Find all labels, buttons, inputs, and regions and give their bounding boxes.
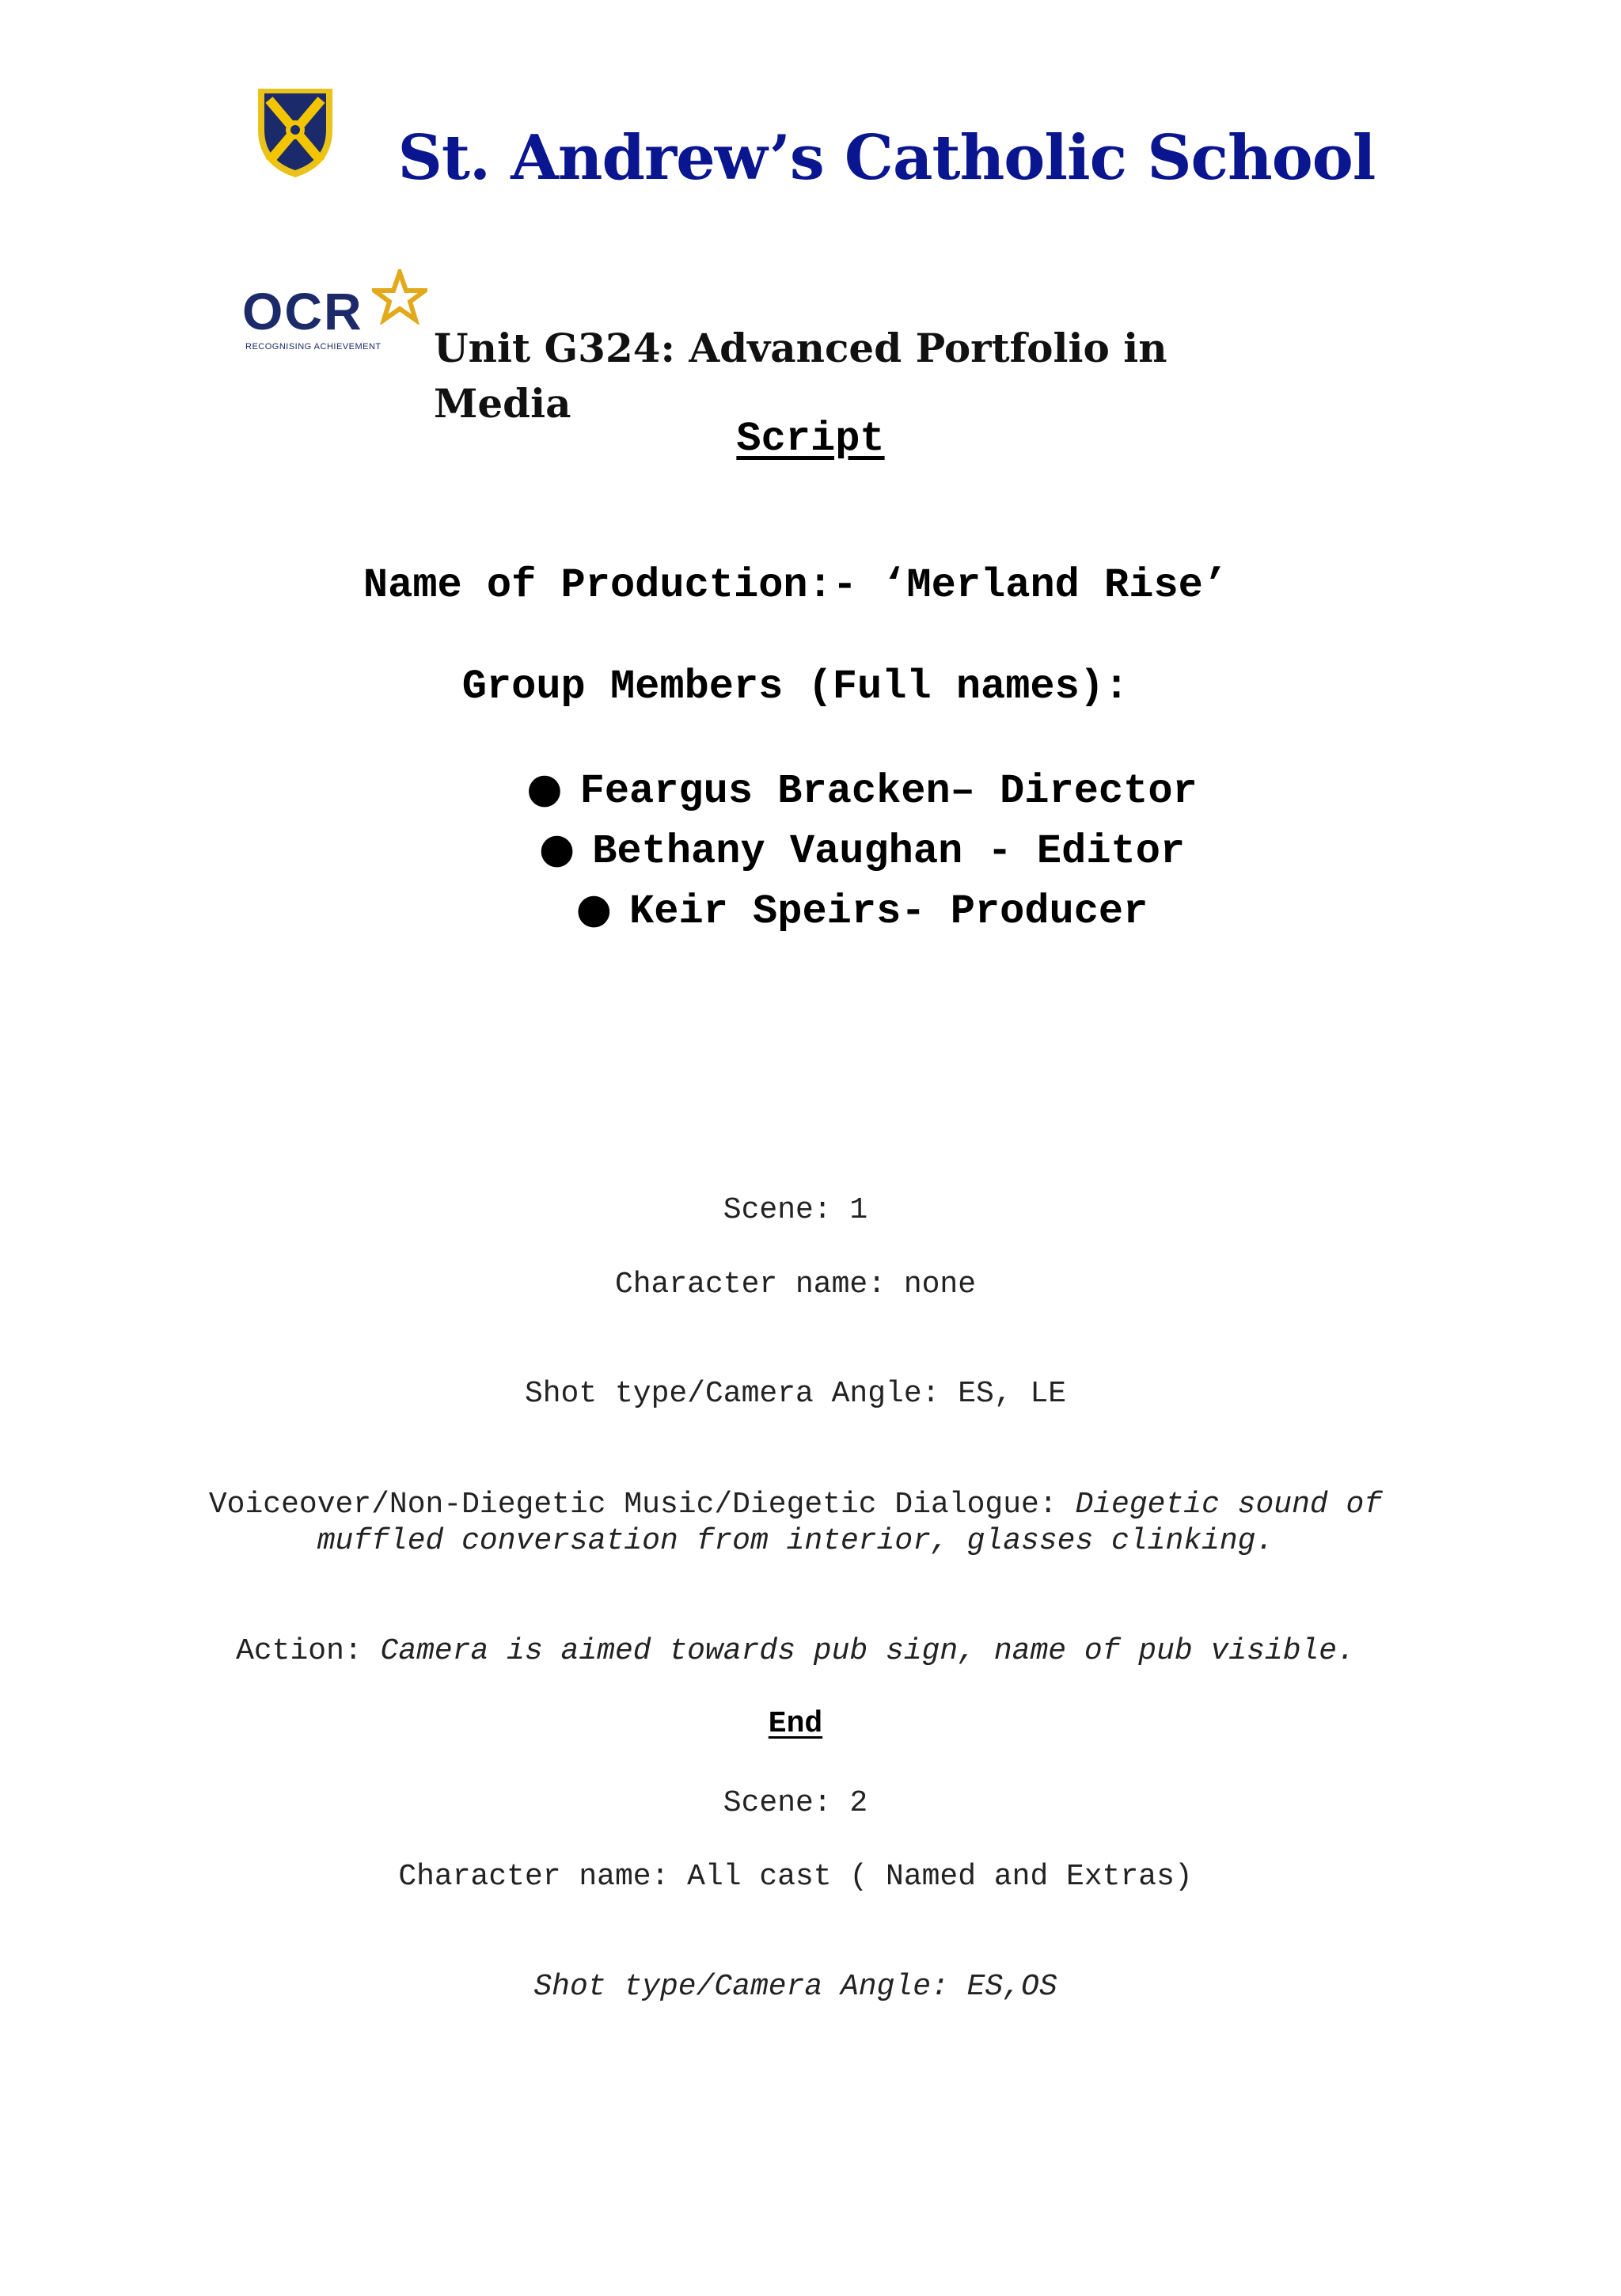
end-marker: End	[768, 1707, 823, 1741]
action-text: Camera is aimed towards pub sign, name of pub visible.	[380, 1634, 1355, 1668]
group-members-label: Group Members (Full names):	[461, 663, 1129, 710]
list-item	[0, 820, 1621, 880]
list-item	[0, 880, 1621, 941]
document-title-wrap	[0, 412, 1621, 467]
list-item	[0, 760, 1621, 820]
scene-1-shot: Shot type/Camera Angle: ES, LE	[524, 1377, 1067, 1411]
bullet-icon: ●	[526, 765, 563, 812]
scene-2-heading: Scene: 2	[723, 1786, 868, 1820]
scene-1-voiceover-cont: muffled conversation from interior, glasses clinking.	[317, 1524, 1274, 1558]
scene-1-voiceover	[0, 1487, 1591, 1523]
voiceover-text: Diegetic sound of	[1075, 1488, 1383, 1522]
member-name: Feargus Bracken– Director	[579, 768, 1198, 815]
ocr-tagline: RECOGNISING ACHIEVEMENT	[245, 342, 382, 352]
member-name: Keir Speirs- Producer	[629, 888, 1148, 935]
production-name: Name of Production:- ‘Merland Rise’	[363, 562, 1228, 609]
ocr-logo-text: OCR	[242, 282, 363, 340]
unit-title: Unit G324: Advanced Portfolio in Media	[434, 325, 1167, 427]
scene-1-heading: Scene: 1	[723, 1193, 868, 1227]
action-label: Action:	[236, 1634, 381, 1668]
scene-2-character: Character name: All cast ( Named and Extras)	[398, 1860, 1193, 1894]
bullet-icon: ●	[575, 885, 613, 933]
document-title: Script	[736, 416, 885, 462]
bullet-icon: ●	[538, 825, 575, 872]
scene-1-end	[0, 1706, 1591, 1743]
voiceover-label: Voiceover/Non-Diegetic Music/Diegetic Dialogue:	[208, 1488, 1076, 1522]
scene-2-shot: Shot type/Camera Angle: ES,OS	[533, 1970, 1057, 2004]
member-name: Bethany Vaughan - Editor	[592, 828, 1186, 875]
scene-1-character: Character name: none	[614, 1268, 977, 1302]
star-icon	[372, 269, 427, 325]
scene-1-action	[0, 1633, 1591, 1670]
group-members-list	[0, 760, 1621, 941]
ocr-logo	[237, 269, 427, 360]
school-crest-logo	[252, 82, 339, 181]
school-name-heading: St. Andrew’s Catholic School	[397, 122, 1376, 194]
